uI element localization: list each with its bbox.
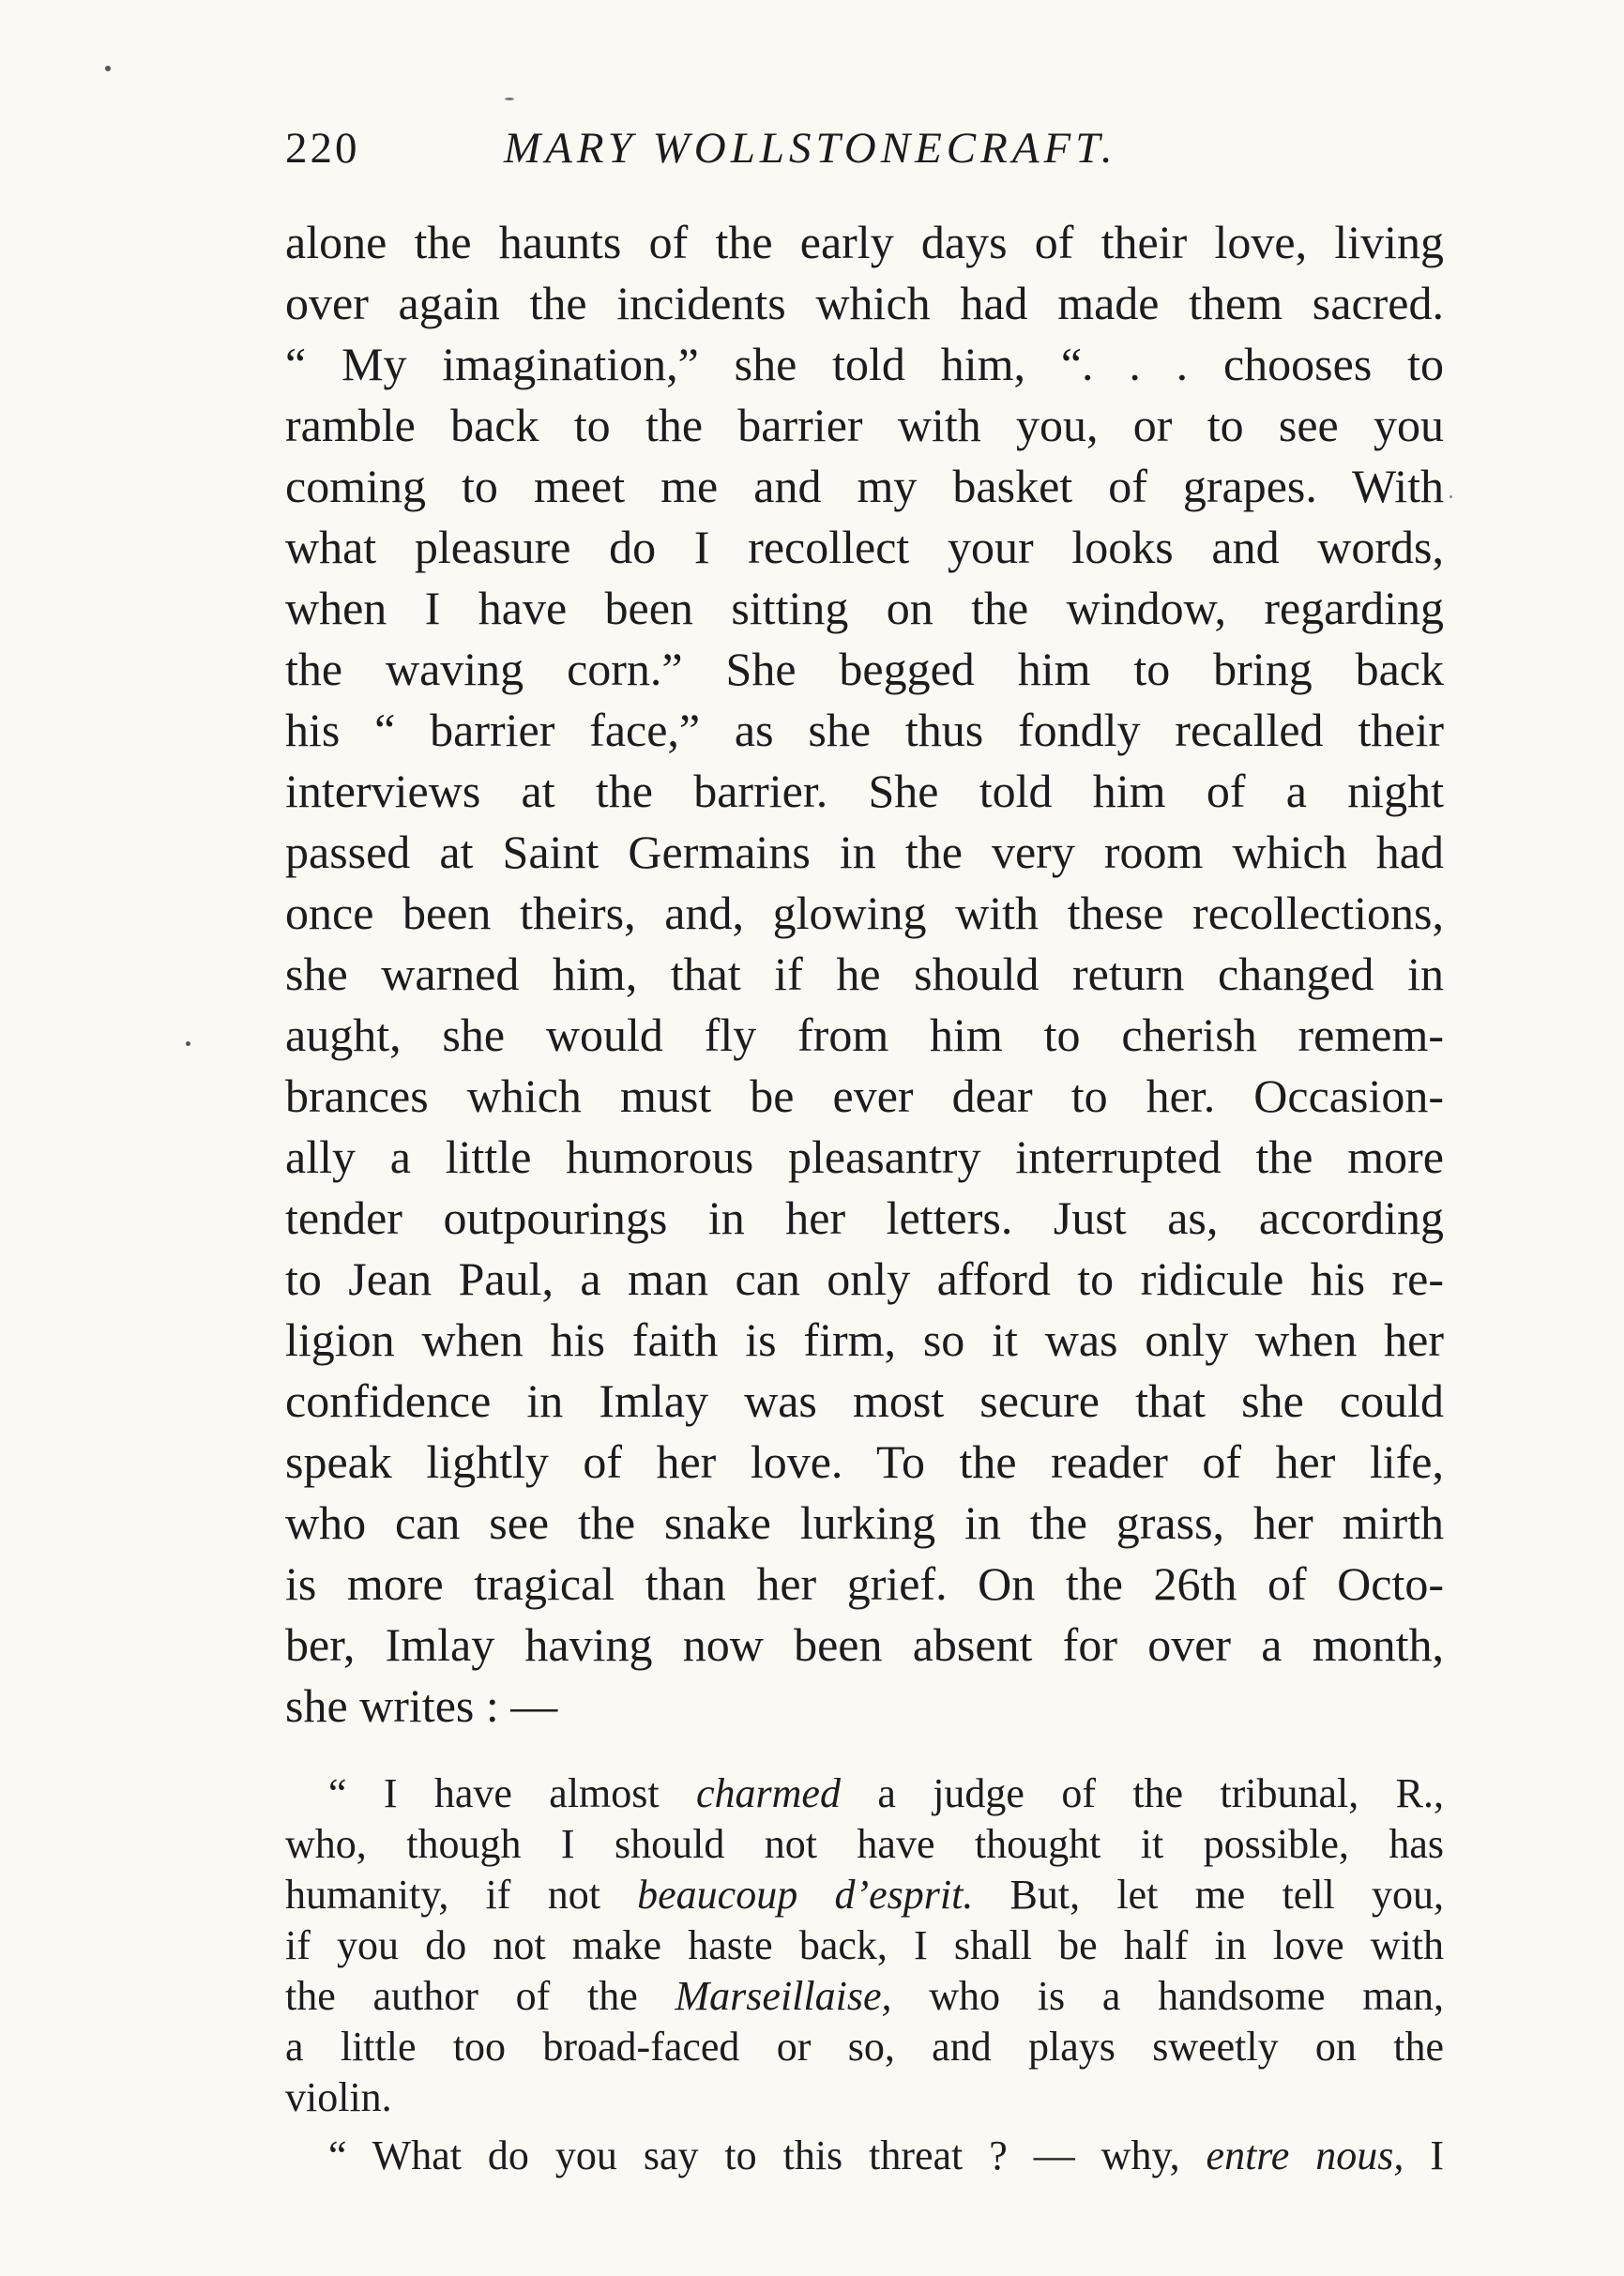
ink-speck <box>1449 495 1452 498</box>
paragraph-line: what pleasure do I recollect your looks and words, <box>285 521 1444 573</box>
ink-speck <box>105 66 111 71</box>
page-header <box>285 111 1345 186</box>
quote-text: humanity, if not <box>285 1872 638 1918</box>
paragraph-line: ally a little humorous pleasantry interrupted the more <box>285 1130 1444 1183</box>
paragraph-line: confidence in Imlay was most secure that she could <box>285 1374 1444 1427</box>
quote-line <box>285 1819 1444 1870</box>
paragraph-line: ber, Imlay having now been absent for over a month, <box>285 1618 1444 1671</box>
paragraph-line: ligion when his faith is firm, so it was only when her <box>285 1313 1444 1366</box>
quote-text: But, let me tell you, <box>973 1872 1444 1918</box>
quote-line <box>285 1920 1444 1971</box>
quote-text: “ I have almost <box>328 1770 696 1816</box>
paragraph-line: over again the incidents which had made them sacred. <box>285 277 1444 329</box>
quote-italic: beaucoup d’esprit. <box>637 1872 974 1918</box>
paragraph-line: tender outpourings in her letters. Just as, according <box>285 1191 1444 1244</box>
paragraph-line: the waving corn.” She begged him to bring back <box>285 643 1444 695</box>
quote-text: a judge of the tribunal, R., <box>840 1770 1444 1816</box>
running-title: MARY WOLLSTONECRAFT. <box>504 124 1117 173</box>
quote-text: the author of the <box>285 1973 675 2019</box>
quote-line <box>285 1870 1444 1920</box>
quote-text: who, though I should not have thought it possible, has <box>285 1821 1444 1867</box>
paragraph-line: speak lightly of her love. To the reader of her life, <box>285 1435 1444 1488</box>
quote-italic: charmed <box>696 1770 841 1816</box>
quote-line <box>285 1971 1444 2022</box>
quote-text: violin. <box>285 2074 392 2120</box>
quote-text: “ What do you say to this threat ? — why, <box>328 2132 1207 2178</box>
quote-line <box>285 2131 1444 2181</box>
quote-italic: entre nous, <box>1206 2132 1404 2178</box>
paragraph-line: she warned him, that if he should return changed in <box>285 948 1444 1000</box>
paragraph-line: aught, she would fly from him to cherish remem- <box>285 1009 1444 1061</box>
quote-line <box>285 2022 1444 2072</box>
ink-speck <box>186 1041 190 1046</box>
paragraph-line: coming to meet me and my basket of grapes. With <box>285 460 1444 512</box>
paragraph-line: passed at Saint Germains in the very room which had <box>285 826 1444 878</box>
paragraph-line: who can see the snake lurking in the grass, her mirth <box>285 1496 1444 1549</box>
paragraph-line: alone the haunts of the early days of their love, living <box>285 216 1444 268</box>
page-number: 220 <box>285 124 360 173</box>
paragraph-line: she writes : — <box>285 1679 558 1732</box>
quoted-letter <box>285 1768 1444 2181</box>
quote-italic: Marseillaise, <box>675 1973 892 2019</box>
paragraph-line: ramble back to the barrier with you, or to see you <box>285 399 1444 451</box>
paragraph-line: interviews at the barrier. She told him of a night <box>285 765 1444 817</box>
quote-line <box>285 2072 1444 2123</box>
paragraph-line: “ My imagination,” she told him, “. . . chooses to <box>285 338 1444 390</box>
paragraph-line: once been theirs, and, glowing with these recollections, <box>285 887 1444 939</box>
paragraph-line: to Jean Paul, a man can only afford to ridicule his re- <box>285 1252 1444 1305</box>
ink-speck <box>505 98 514 100</box>
main-paragraph <box>285 212 1444 1737</box>
paragraph-line: brances which must be ever dear to her. Occasion- <box>285 1070 1444 1122</box>
paragraph-line: is more tragical than her grief. On the 26th of Octo- <box>285 1557 1444 1610</box>
quote-text: if you do not make haste back, I shall be half in love with <box>285 1922 1444 1968</box>
quote-text: who is a handsome man, <box>891 1973 1444 2019</box>
quote-text: I <box>1404 2132 1444 2178</box>
paragraph-line: his “ barrier face,” as she thus fondly recalled their <box>285 704 1444 756</box>
quote-line <box>285 1768 1444 1819</box>
paragraph-line: when I have been sitting on the window, regarding <box>285 582 1444 634</box>
quote-text: a little too broad-faced or so, and plays sweetly on the <box>285 2024 1444 2070</box>
